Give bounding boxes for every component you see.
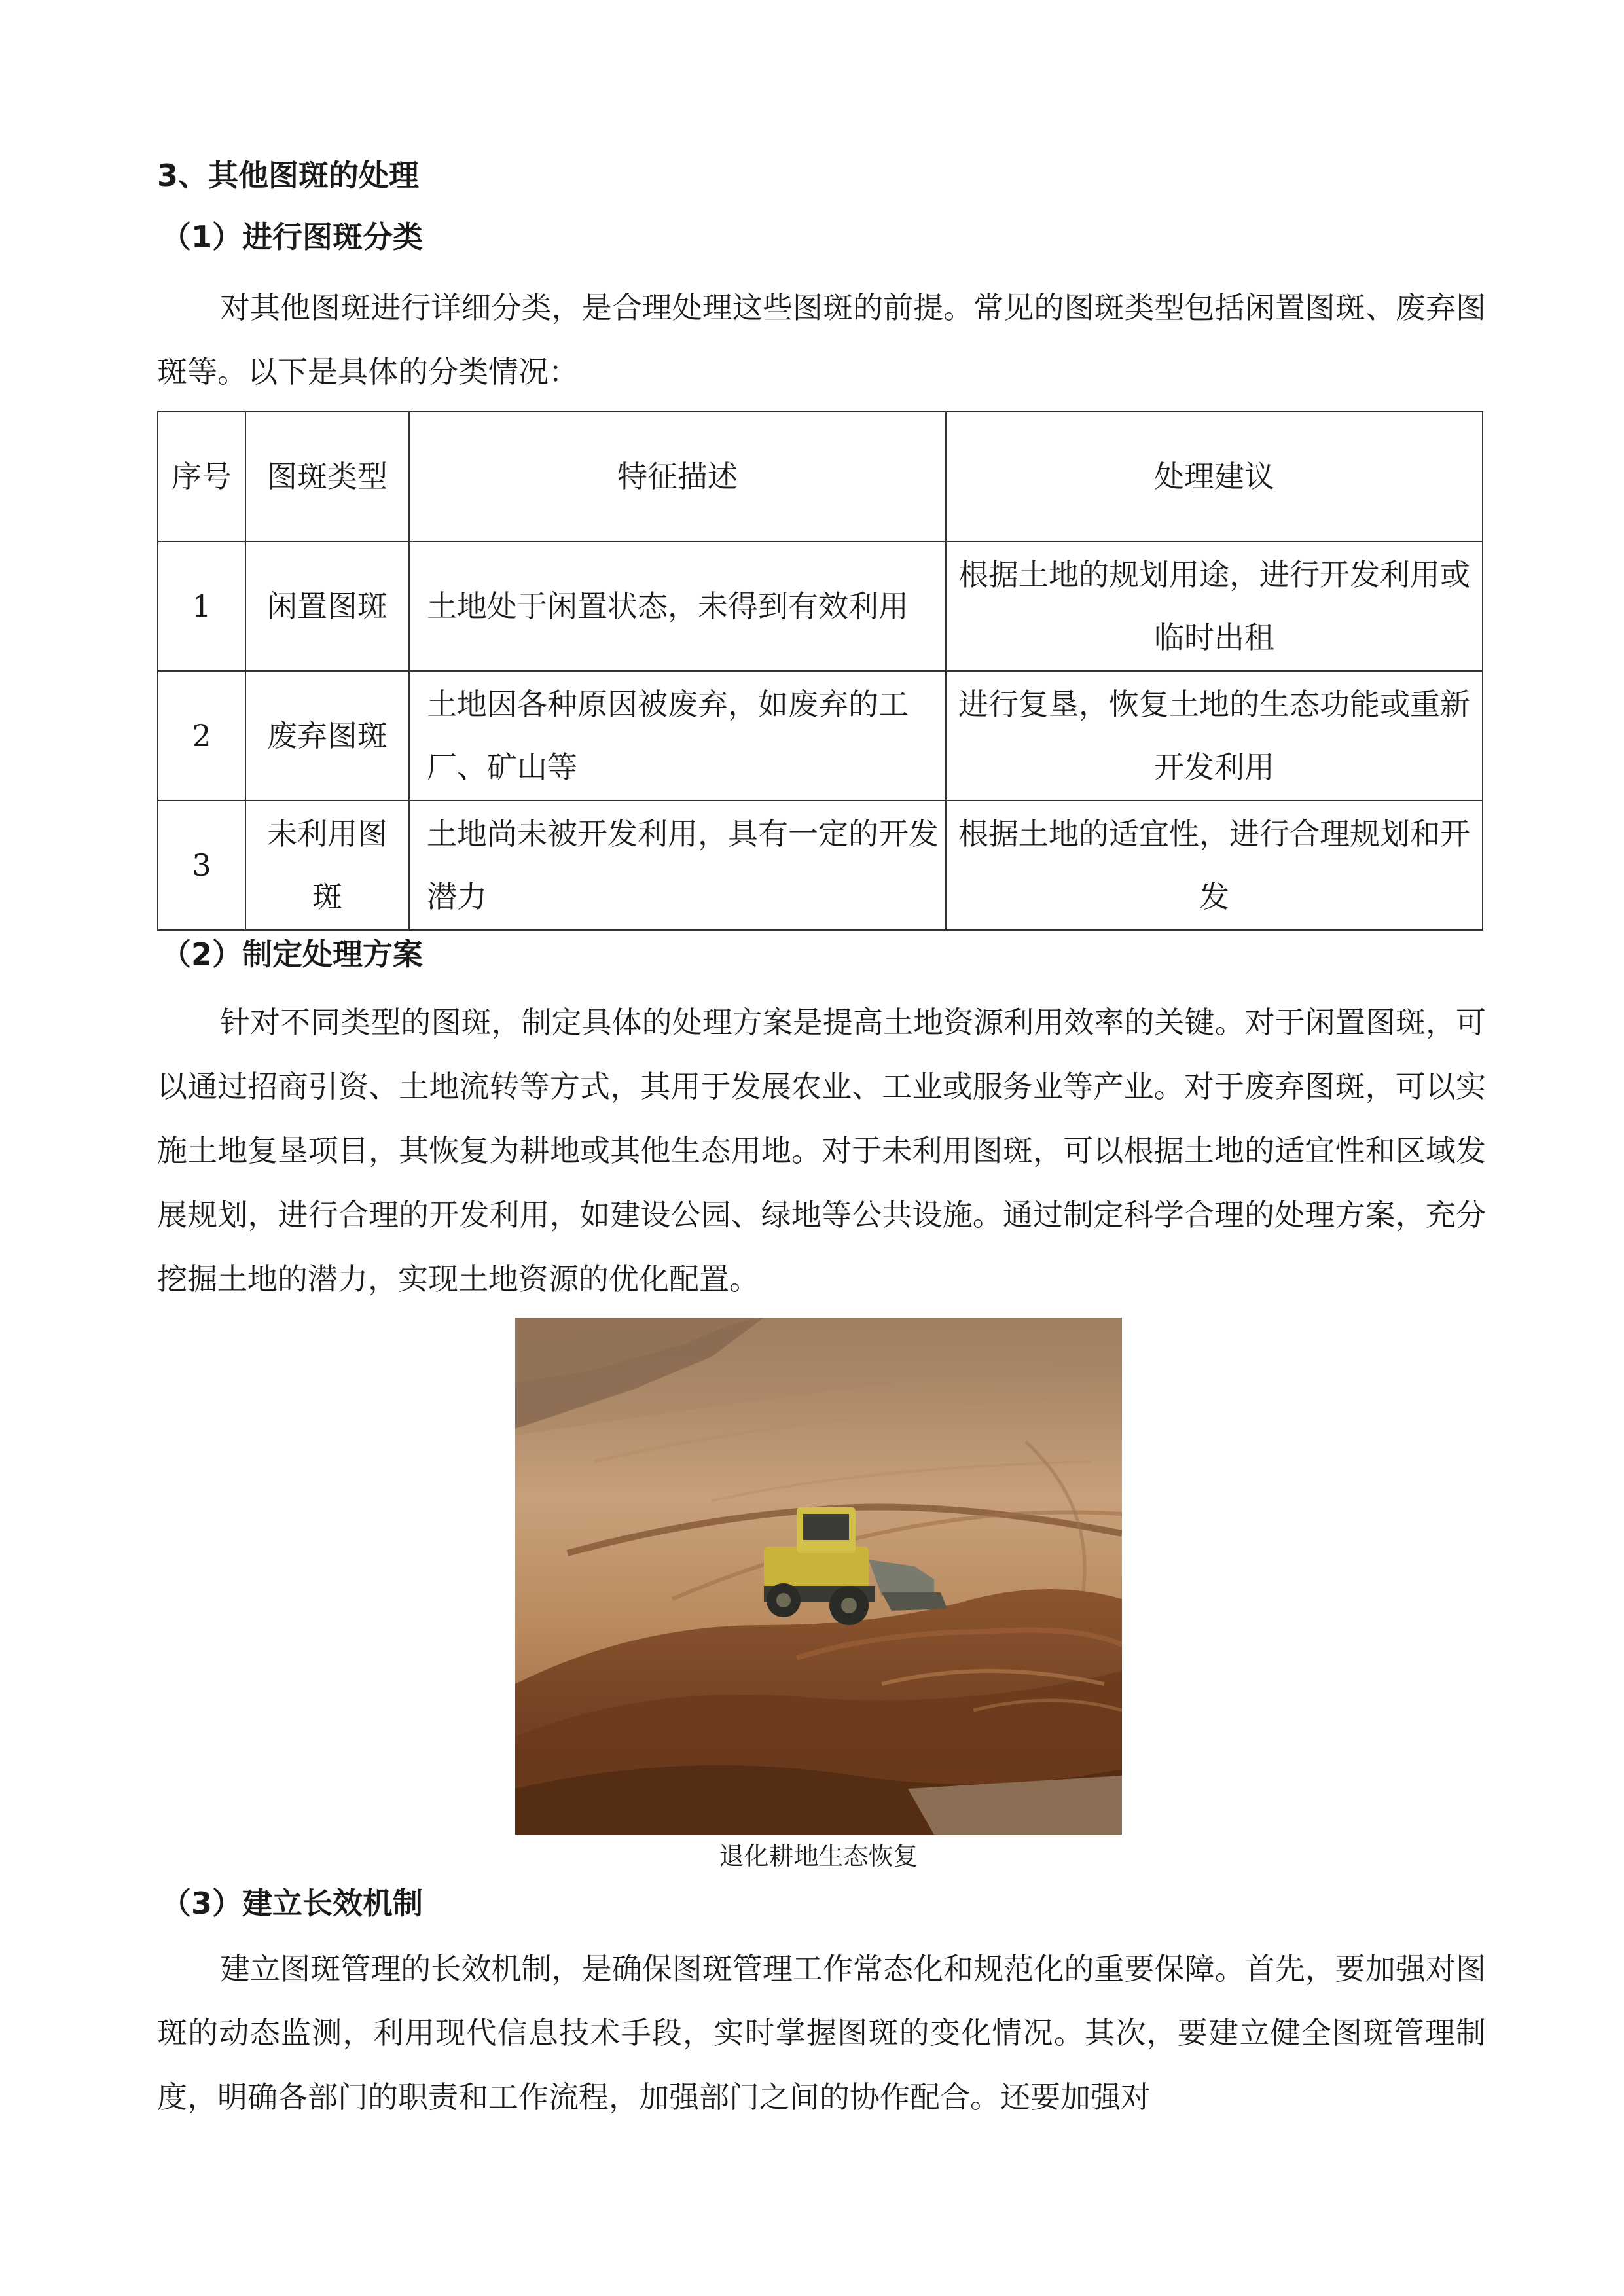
header-suggestion: 处理建议 — [946, 412, 1483, 541]
cell-serial: 2 — [158, 671, 245, 800]
mechanism-paragraph: 建立图斑管理的长效机制，是确保图斑管理工作常态化和规范化的重要保障。首先，要加强对图斑的动态监测，利用现代信息技术手段，实时掌握图斑的变化情况。其次，要建立健全图斑管理制度，明确各部门的职责和工作流程，加强部门之间的协作配合。还要加强对 — [157, 1951, 1486, 2115]
header-description: 特征描述 — [409, 412, 946, 541]
land-reclamation-photo — [515, 1318, 1122, 1835]
patch-classification-table — [157, 411, 1483, 931]
cell-suggestion: 进行复垦，恢复土地的生态功能或重新开发利用 — [946, 671, 1483, 800]
table-header-row — [158, 412, 1483, 541]
table-row — [158, 671, 1483, 800]
plan-paragraph: 针对不同类型的图斑，制定具体的处理方案是提高土地资源利用效率的关键。对于闲置图斑，可以通过招商引资、土地流转等方式，其用于发展农业、工业或服务业等产业。对于废弃图斑，可以实施土地复垦项目，其恢复为耕地或其他生态用地。对于未利用图斑，可以根据土地的适宜性和区域发展规划，进行合理的开发利用，如建设公园、绿地等公共设施。通过制定科学合理的处理方案，充分挖掘土地的潜力，实现土地资源的优化配置。 — [157, 1005, 1486, 1297]
subsection-heading-plan: （2）制定处理方案 — [161, 937, 424, 972]
classification-paragraph: 对其他图斑进行详细分类，是合理处理这些图斑的前提。常见的图斑类型包括闲置图斑、废弃图斑等。以下是具体的分类情况： — [157, 290, 1486, 389]
cell-suggestion: 根据土地的适宜性，进行合理规划和开发 — [946, 800, 1483, 930]
figure-caption: 退化耕地生态恢复 — [719, 1842, 918, 1871]
header-serial: 序号 — [158, 412, 245, 541]
subsection-heading-mechanism: （3）建立长效机制 — [161, 1886, 424, 1921]
cell-suggestion: 根据土地的规划用途，进行开发利用或临时出租 — [946, 541, 1483, 671]
table-row — [158, 800, 1483, 930]
cell-type: 未利用图斑 — [245, 800, 409, 930]
cell-serial: 1 — [158, 541, 245, 671]
cell-type: 废弃图斑 — [245, 671, 409, 800]
cell-description: 土地尚未被开发利用，具有一定的开发潜力 — [409, 800, 946, 930]
subsection-heading-classification: （1）进行图斑分类 — [161, 219, 424, 255]
cell-description: 土地处于闲置状态，未得到有效利用 — [409, 541, 946, 671]
cell-description: 土地因各种原因被废弃，如废弃的工厂、矿山等 — [409, 671, 946, 800]
table-row — [158, 541, 1483, 671]
cell-type: 闲置图斑 — [245, 541, 409, 671]
cell-serial: 3 — [158, 800, 245, 930]
section-title: 3、其他图斑的处理 — [157, 158, 420, 193]
header-type: 图斑类型 — [245, 412, 409, 541]
